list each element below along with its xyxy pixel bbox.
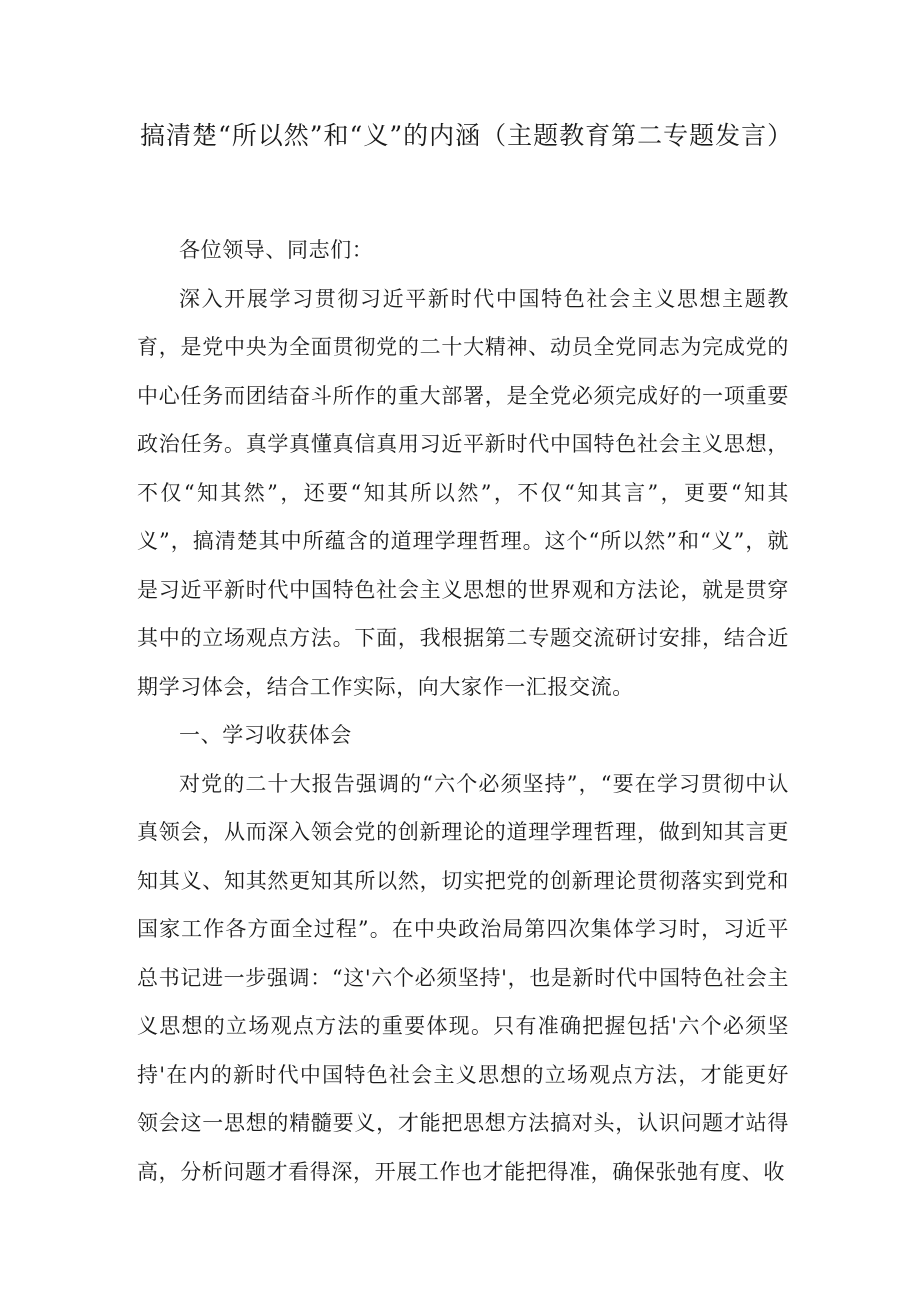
document-title: 搞清楚“所以然”和“义”的内涵（主题教育第二专题发言） — [140, 121, 794, 150]
paragraph-learning: 对党的二十大报告强调的“六个必须坚持”，“要在学习贯彻中认真领会，从而深入领会党的创新理论的道理学理哲理，做到知其言更知其义、知其然更知其所以然，切实把党的创新理论贯彻落实到党和国家工作各方面全过程”。在中央政治局第四次集体学习时，习近平总书记进一步强调：“这'六个必须坚持'，也是新时代中国特色社会主义思想的立场观点方法的重要体现。只有准确把握包括'六个必须坚持'在内的新时代中国特色社会主义思想的立场观点方法，才能更好领会这一思想的精髓要义，才能把思想方法搞对头，认识问题才站得高，分析问题才看得深，开展工作也才能把得准，确保张弛有度、收 — [137, 771, 789, 1184]
paragraph-intro: 深入开展学习贯彻习近平新时代中国特色社会主义思想主题教育，是党中央为全面贯彻党的二十大精神、动员全党同志为完成党的中心任务而团结奋斗所作的重大部署，是全党必须完成好的一项重要政治任务。真学真懂真信真用习近平新时代中国特色社会主义思想，不仅“知其然”，还要“知其所以然”，不仅“知其言”，更要“知其义”，搞清楚其中所蕴含的道理学理哲理。这个“所以然”和“义”，就是习近平新时代中国特色社会主义思想的世界观和方法论，就是贯穿其中的立场观点方法。下面，我根据第二专题交流研讨安排，结合近期学习体会，结合工作实际，向大家作一汇报交流。 — [137, 286, 789, 699]
document-body — [137, 226, 789, 1196]
section-heading: 一、学习收获体会 — [179, 723, 352, 747]
salutation: 各位领导、同志们： — [179, 238, 374, 262]
